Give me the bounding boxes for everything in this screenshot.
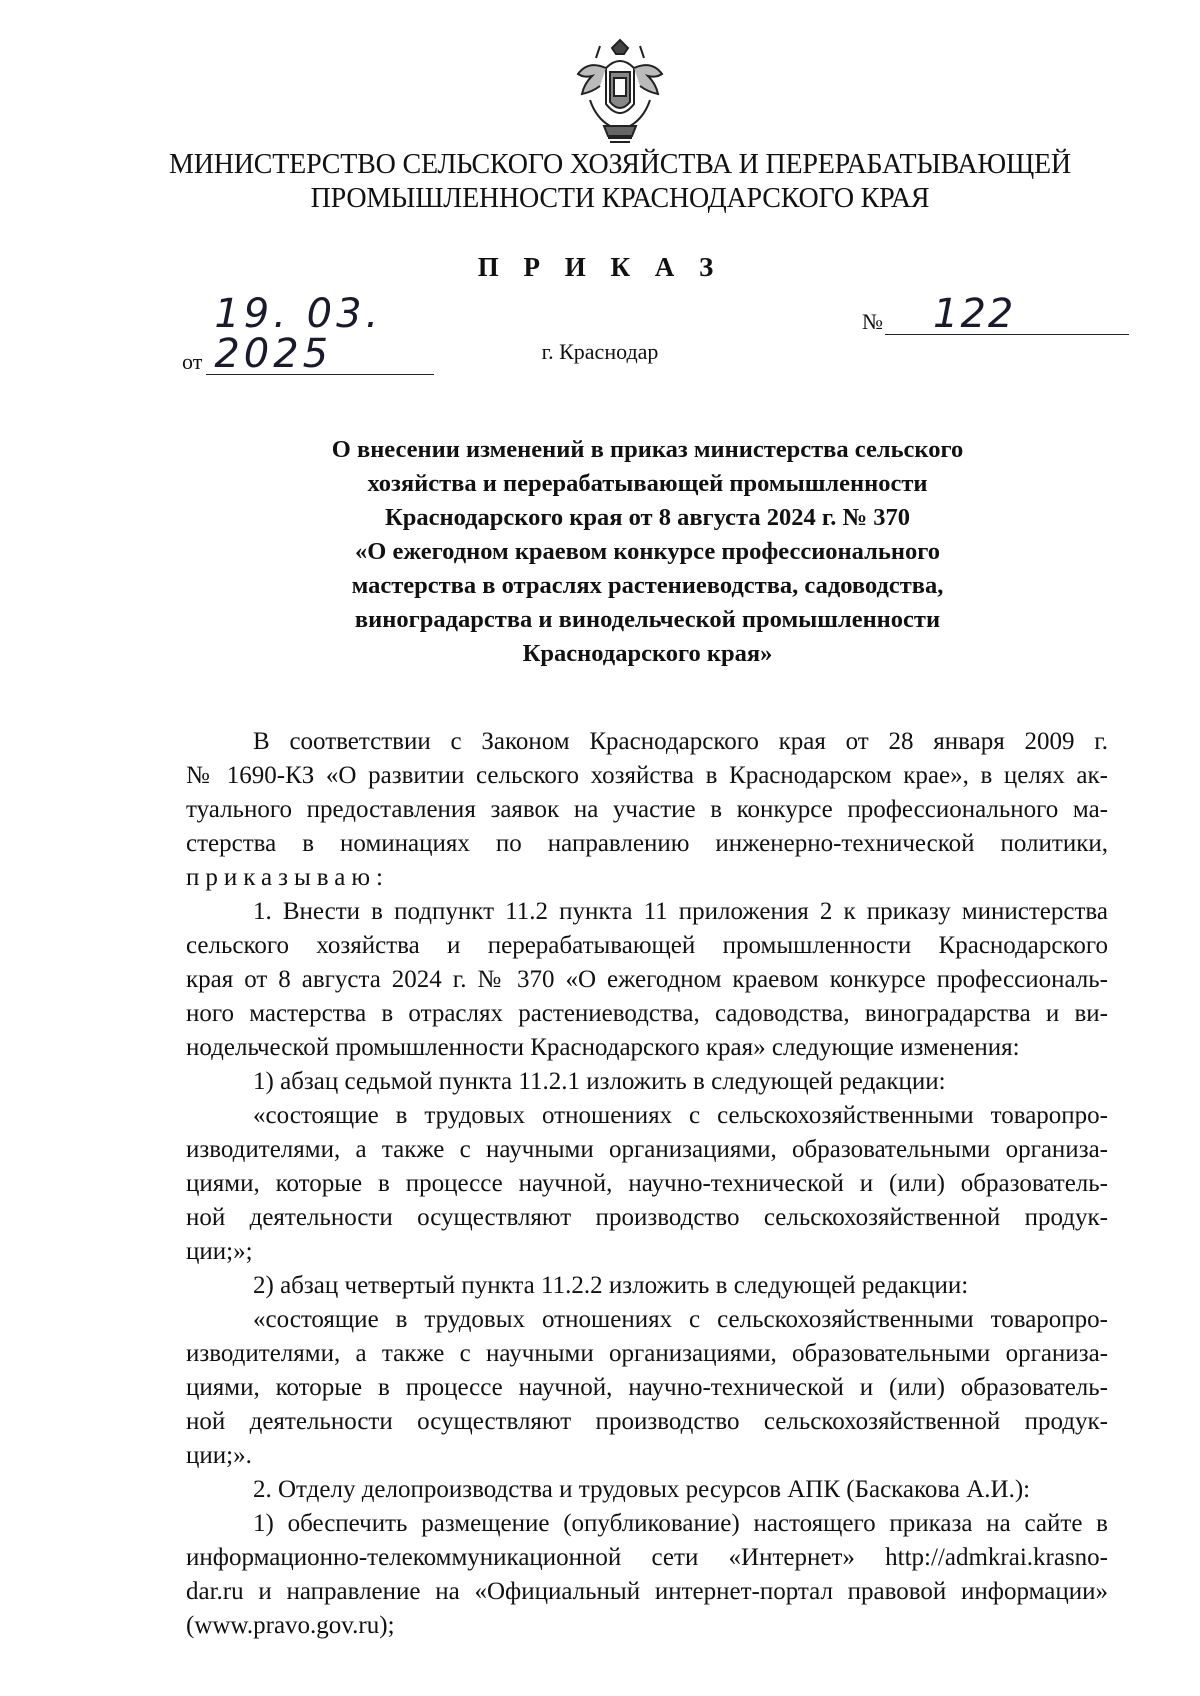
- body-line: ной деятельности осуществляют производство сельскохозяйственной продук-: [186, 1408, 1108, 1435]
- subject-line: хозяйства и перерабатывающей промышленности: [367, 470, 928, 497]
- body-line: изводителями, а также с научными организациями, образовательными организа-: [186, 1136, 1108, 1163]
- body-line: края от 8 августа 2024 г. № 370 «О ежегодном краевом конкурсе профессиональ-: [186, 966, 1108, 993]
- subject-line: «О ежегодном краевом конкурсе профессионального: [355, 538, 940, 565]
- body-line: dar.ru и направление на «Официальный интернет-портал правовой информации»: [186, 1578, 1108, 1605]
- body-line: ной деятельности осуществляют производство сельскохозяйственной продук-: [186, 1204, 1108, 1231]
- city: г. Краснодар: [541, 339, 659, 364]
- body-line: «состоящие в трудовых отношениях с сельскохозяйственными товаропро-: [253, 1102, 1108, 1129]
- body-line: 2) абзац четвертый пункта 11.2.2 изложить в следующей редакции:: [253, 1272, 969, 1299]
- body-line: (www.pravo.gov.ru);: [186, 1612, 395, 1639]
- krasnodar-krai-coat-of-arms-icon: [570, 38, 670, 148]
- ministry-name: [150, 148, 1090, 216]
- body-line: 1. Внести в подпункт 11.2 пункта 11 приложения 2 к приказу министерства: [253, 898, 1108, 925]
- handwritten-date: 19. 03. 2025: [206, 294, 434, 375]
- body-line: ции;»;: [186, 1238, 253, 1265]
- ministry-line: ПРОМЫШЛЕННОСТИ КРАСНОДАРСКОГО КРАЯ: [310, 183, 930, 214]
- subject-line: О внесении изменений в приказ министерства сельского: [331, 436, 964, 463]
- date-prefix: от: [182, 349, 203, 374]
- order-subject: [250, 433, 1045, 671]
- body-line: изводителями, а также с научными организациями, образовательными организа-: [186, 1340, 1108, 1367]
- body-line: сельского хозяйства и перерабатывающей промышленности Краснодарского: [186, 932, 1108, 959]
- body-line: нодельческой промышленности Краснодарского края» следующие изменения:: [186, 1034, 1020, 1061]
- subject-line: Краснодарского края от 8 августа 2024 г. № 370: [384, 504, 910, 531]
- body-line: информационно-телекоммуникационной сети «Интернет» http://admkrai.krasno-: [186, 1544, 1108, 1571]
- subject-line: виноградарства и винодельческой промышленности: [354, 606, 941, 633]
- body-line: туального предоставления заявок на участие в конкурсе профессионального ма-: [186, 796, 1108, 823]
- body-line: ции;».: [186, 1442, 252, 1469]
- number-prefix: №: [862, 309, 883, 334]
- body-line: 2. Отделу делопроизводства и трудовых ресурсов АПК (Баскакова А.И.):: [253, 1476, 1031, 1503]
- body-line: «состоящие в трудовых отношениях с сельскохозяйственными товаропро-: [253, 1306, 1108, 1333]
- body-line: циями, которые в процессе научной, научно-технической и (или) образователь-: [186, 1374, 1108, 1401]
- order-number: [862, 291, 1129, 337]
- ministry-line: МИНИСТЕРСТВО СЕЛЬСКОГО ХОЗЯЙСТВА И ПЕРЕРАБАТЫВАЮЩЕЙ: [169, 149, 1071, 180]
- subject-line: мастерства в отраслях растениеводства, садоводства,: [351, 572, 944, 599]
- body-line: В соответствии с Законом Краснодарского края от 28 января 2009 г.: [253, 728, 1108, 755]
- document-type: П Р И К А З: [477, 252, 723, 282]
- body-line: приказываю:: [186, 864, 389, 891]
- body-line: № 1690-КЗ «О развитии сельского хозяйства в Краснодарском крае», в целях ак-: [186, 762, 1108, 789]
- body-line: 1) абзац седьмой пункта 11.2.1 изложить в следующей редакции:: [253, 1068, 946, 1095]
- body-line: стерства в номинациях по направлению инженерно-технической политики,: [186, 830, 1108, 857]
- handwritten-number: 122: [885, 294, 1129, 335]
- body-line: циями, которые в процессе научной, научно-технической и (или) образователь-: [186, 1170, 1108, 1197]
- body-line: 1) обеспечить размещение (опубликование) настоящего приказа на сайте в: [253, 1510, 1108, 1537]
- body-line: ного мастерства в отраслях растениеводства, садоводства, виноградарства и ви-: [186, 1000, 1108, 1027]
- order-body: [186, 725, 1108, 1643]
- subject-line: Краснодарского края»: [522, 640, 773, 667]
